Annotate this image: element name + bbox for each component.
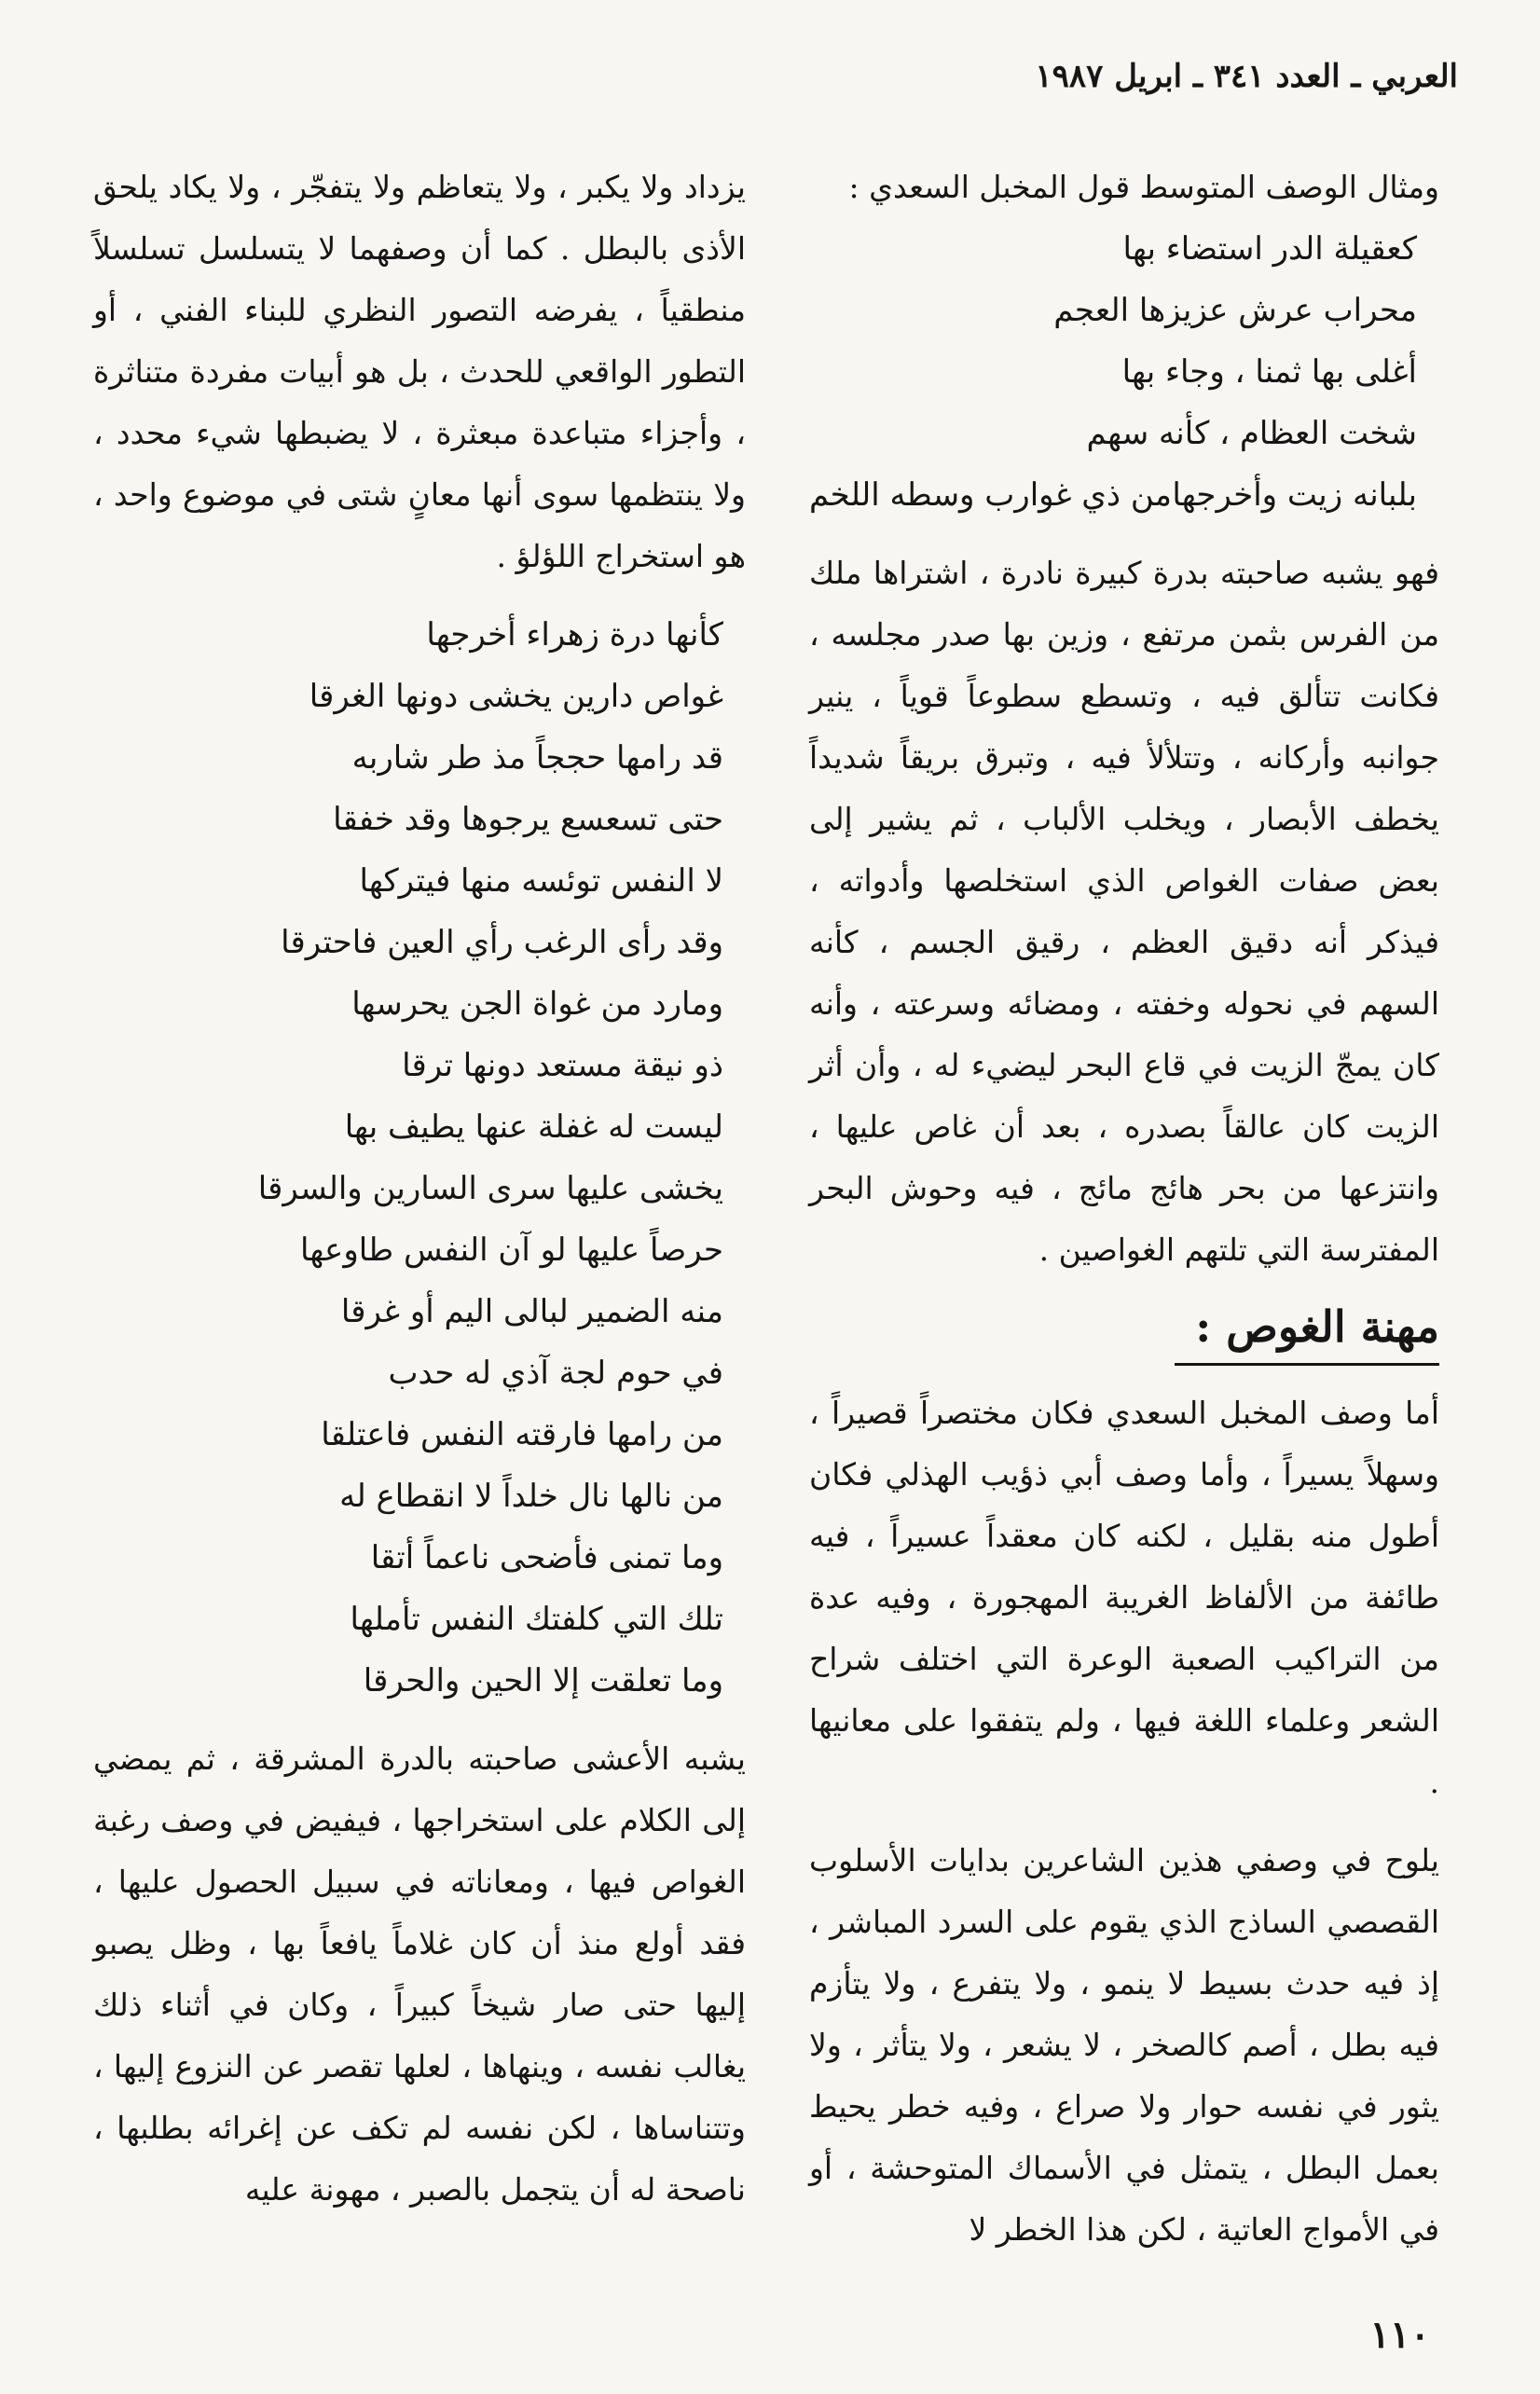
hemistich-second: يخشى عليها سرى السارين والسرقا — [257, 1170, 723, 1207]
verse-line — [809, 464, 1439, 526]
hemistich-second: من ذي غوارب وسطه اللخم — [809, 476, 1172, 514]
hemistich-second: وما تمنى فأضحى ناعماً أتقا — [370, 1539, 723, 1576]
verse-line — [93, 727, 746, 850]
hemistich-first: أغلى بها ثمنا ، وجاء بها — [1121, 353, 1417, 391]
hemistich-second: منه الضمير لبالى اليم أو غرقا — [340, 1293, 723, 1330]
verse-line — [93, 973, 746, 1096]
verse-line — [809, 218, 1439, 341]
verse-line — [93, 1096, 746, 1219]
verse-line — [93, 1219, 746, 1342]
page-number: ١١٠ — [1369, 2313, 1430, 2357]
verse-block-2 — [93, 604, 746, 1712]
verse-line — [809, 341, 1439, 464]
hemistich-second: وما تعلقت إلا الحين والحرقا — [363, 1662, 723, 1699]
body-paragraph: أما وصف المخبل السعدي فكان مختصراً قصيراً ، وسهلاً يسيراً ، وأما وصف أبي ذؤيب الهذلي فكان أطول منه بقليل ، لكنه كان معقداً عسيراً ، فيه طائفة من الألفاظ الغريبة المهجورة ، وفيه عدة من التراكيب الصعبة الوعرة التي اختلف شراح الشعر وعلماء اللغة فيها ، ولم يتفقوا على معانيها . — [809, 1395, 1439, 1800]
body-paragraph: فهو يشبه صاحبته بدرة كبيرة نادرة ، اشتراها ملك من الفرس بثمن مرتفع ، وزين بها صدر مجلسه ، فكانت تتألق فيه ، وتسطع سطوعاً قوياً ، ينير جوانبه وأركانه ، وتتلألأ فيه ، وتبرق بريقاً شديداً يخطف الأبصار ، ويخلب الألباب ، ثم يشير إلى بعض صفات الغواص الذي استخلصها وأدواته ، فيذكر أنه دقيق العظم ، رقيق الجسم ، كأنه السهم في نحوله وخفته ، ومضائه وسرعته ، وأنه كان يمجّ الزيت في قاع البحر ليضيء له ، وأن أثر الزيت كان عالقاً بصدره ، بعد أن غاص عليها ، وانتزعها من بحر هائج مائج ، فيه وحوش البحر المفترسة التي تلتهم الغواصين . — [809, 555, 1439, 1268]
hemistich-second: غواص دارين يخشى دونها الغرقا — [309, 678, 723, 715]
verse-line — [93, 1342, 746, 1465]
hemistich-first: حرصاً عليها لو آن النفس طاوعها — [300, 1231, 723, 1269]
hemistich-first: لا النفس توئسه منها فيتركها — [359, 862, 723, 900]
hemistich-first: في حوم لجة آذي له حدب — [388, 1355, 723, 1392]
verse-line — [93, 850, 746, 973]
hemistich-first: بلبانه زيت وأخرجها — [1172, 476, 1417, 514]
hemistich-first: ومارد من غواة الجن يحرسها — [351, 985, 723, 1023]
body-paragraph: يشبه الأعشى صاحبته بالدرة المشرقة ، ثم يمضي إلى الكلام على استخراجها ، فيفيض في وصف رغبة الغواص فيها ، ومعاناته في سبيل الحصول عليها ، فقد أولع منذ أن كان غلاماً يافعاً بها ، وظل يصبو إليها حتى صار شيخاً كبيراً ، وكان في أثناء ذلك يغالب نفسه ، وينهاها ، لعلها تقصر عن النزوع إليها ، وتتناساها ، لكن نفسه لم تكف عن إغرائه بطلبها ، ناصحة له أن يتجمل بالصبر ، مهونة عليه — [93, 1740, 746, 2208]
hemistich-second: شخت العظام ، كأنه سهم — [1086, 415, 1417, 452]
left-column — [93, 157, 746, 2221]
verse-line — [93, 1589, 746, 1712]
running-header: العربي ـ العدد ٣٤١ ـ ابريل ١٩٨٧ — [1035, 58, 1458, 95]
hemistich-second: محراب عرش عزيزها العجم — [1053, 292, 1417, 329]
hemistich-second: وقد رأى الرغب رأي العين فاحترقا — [281, 924, 723, 961]
section-heading: مهنة الغوص : — [1175, 1294, 1439, 1366]
hemistich-second: من رامها فارقته النفس فاعتلقا — [321, 1416, 723, 1453]
hemistich-first: ليست له غفلة عنها يطيف بها — [344, 1108, 723, 1146]
right-column — [809, 157, 1439, 2261]
hemistich-first: كأنها درة زهراء أخرجها — [426, 616, 723, 654]
verse-line — [93, 604, 746, 727]
body-paragraph: يزداد ولا يكبر ، ولا يتعاظم ولا يتفجّر ، ولا يكاد يلحق الأذى بالبطل . كما أن وصفهما لا يتسلسل تسلسلاً منطقياً ، يفرضه التصور النظري للبناء الفني ، أو التطور الواقعي للحدث ، بل هو أبيات مفردة متناثرة ، وأجزاء متباعدة مبعثرة ، لا يضبطها شيء محدد ، ولا ينتظمها سوى أنها معانٍ شتى في موضوع واحد ، هو استخراج اللؤلؤ . — [93, 169, 746, 574]
hemistich-first: قد رامها حججاً مذ طر شاربه — [351, 739, 723, 777]
hemistich-first: تلك التي كلفتك النفس تأملها — [350, 1601, 723, 1638]
intro-text: ومثال الوصف المتوسط قول المخبل السعدي : — [848, 169, 1439, 205]
verse-block-1 — [809, 218, 1439, 526]
hemistich-first: كعقيلة الدر استضاء بها — [1122, 230, 1417, 268]
hemistich-second: حتى تسعسع يرجوها وقد خفقا — [333, 801, 723, 838]
body-paragraph: يلوح في وصفي هذين الشاعرين بدايات الأسلوب القصصي الساذج الذي يقوم على السرد المباشر ، إذ فيه حدث بسيط لا ينمو ، ولا يتفرع ، ولا يتأزم فيه بطل ، أصم كالصخر ، لا يشعر ، ولا يتأثر ، ولا يثور في نفسه حوار ولا صراع ، وفيه خطر يحيط بعمل البطل ، يتمثل في الأسماك المتوحشة ، أو في الأمواج العاتية ، لكن هذا الخطر لا — [809, 1842, 1439, 2248]
hemistich-first: من نالها نال خلداً لا انقطاع له — [339, 1478, 723, 1515]
verse-line — [93, 1465, 746, 1589]
hemistich-second: ذو نيقة مستعد دونها ترقا — [402, 1047, 723, 1084]
